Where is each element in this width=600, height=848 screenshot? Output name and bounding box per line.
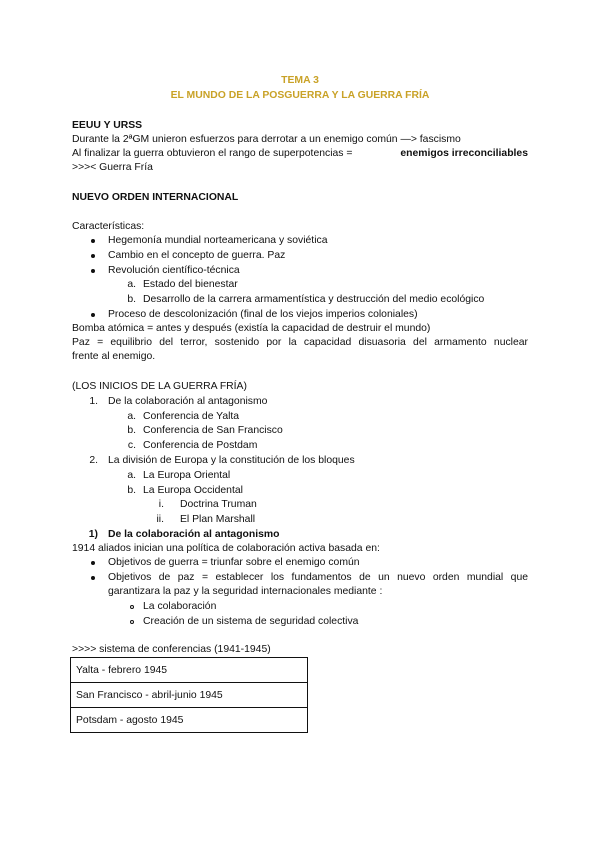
conferences-table: [70, 657, 308, 733]
table-row: [71, 708, 308, 733]
paragraph-line: Paz = equilibrio del terror, sostenido por la capacidad disuasoria del armamento nuclear: [72, 337, 528, 348]
list-marker: c.: [127, 440, 136, 451]
section-heading-nuevo-orden: NUEVO ORDEN INTERNACIONAL: [72, 192, 239, 203]
bullet-icon: [91, 239, 95, 243]
list-item: Estado del bienestar: [143, 279, 238, 290]
list-item: Conferencia de Postdam: [143, 440, 258, 451]
paragraph-line: [72, 147, 528, 160]
list-item: Desarrollo de la carrera armamentística y destrucción del medio ecológico: [143, 294, 485, 305]
list-item: La Europa Oriental: [143, 470, 231, 481]
paragraph-line: >>>< Guerra Fría: [72, 162, 153, 173]
list-item: Proceso de descolonización (final de los viejos imperios coloniales): [108, 309, 418, 320]
list-item-continuation: garantizara la paz y la seguridad internacionales mediante :: [108, 586, 383, 597]
paragraph-line: Bomba atómica = antes y después (existía la capacidad de destruir el mundo): [72, 323, 431, 334]
hollow-bullet-icon: [130, 620, 134, 624]
list-marker: b.: [127, 294, 136, 305]
section-heading-inicios: (LOS INICIOS DE LA GUERRA FRÍA): [72, 381, 247, 392]
paragraph-line: 1914 aliados inician una política de colaboración activa basada en:: [72, 543, 380, 554]
caracteristicas-label: Características:: [72, 221, 145, 232]
list-marker: b.: [127, 485, 136, 496]
list-marker: b.: [127, 425, 136, 436]
list-item: Revolución científico-técnica: [108, 265, 240, 276]
bullet-icon: [91, 254, 95, 258]
emphasis-text: enemigos irreconciliables: [400, 148, 528, 159]
topic-number: TEMA 3: [281, 75, 319, 86]
list-marker: a.: [127, 411, 136, 422]
bullet-icon: [91, 561, 95, 565]
list-marker: ii.: [156, 514, 164, 525]
table-row: [71, 658, 308, 683]
list-marker: a.: [127, 470, 136, 481]
list-item: Conferencia de Yalta: [143, 411, 240, 422]
page-title: EL MUNDO DE LA POSGUERRA Y LA GUERRA FRÍA: [170, 90, 430, 101]
list-item: Doctrina Truman: [180, 499, 257, 510]
conferences-heading: >>>> sistema de conferencias (1941-1945): [72, 644, 271, 655]
list-item: Conferencia de San Francisco: [143, 425, 283, 436]
list-item: La colaboración: [143, 601, 217, 612]
text-span: Al finalizar la guerra obtuvieron el rango de superpotencias =: [72, 148, 353, 159]
list-item: El Plan Marshall: [180, 514, 256, 525]
table-cell: Yalta - febrero 1945: [71, 658, 308, 683]
paragraph-line: Durante la 2ªGM unieron esfuerzos para derrotar a un enemigo común —> fascismo: [72, 134, 461, 145]
bullet-icon: [91, 576, 95, 580]
list-marker: i.: [158, 499, 164, 510]
list-item: Objetivos de paz = establecer los fundamentos de un nuevo orden mundial que: [108, 572, 528, 583]
list-marker: 1.: [89, 396, 98, 407]
list-item: La Europa Occidental: [143, 485, 243, 496]
table-cell: Potsdam - agosto 1945: [71, 708, 308, 733]
table-row: [71, 683, 308, 708]
hollow-bullet-icon: [130, 605, 134, 609]
list-item: Objetivos de guerra = triunfar sobre el enemigo común: [108, 557, 360, 568]
list-marker: 1): [88, 529, 98, 540]
list-item: Hegemonía mundial norteamericana y soviética: [108, 235, 328, 246]
subsection-heading: De la colaboración al antagonismo: [108, 529, 280, 540]
list-marker: 2.: [89, 455, 98, 466]
bullet-icon: [91, 269, 95, 273]
list-item: Creación de un sistema de seguridad colectiva: [143, 616, 359, 627]
list-marker: a.: [127, 279, 136, 290]
bullet-icon: [91, 313, 95, 317]
section-heading-eeuu-urss: EEUU Y URSS: [72, 120, 143, 131]
paragraph-line: frente al enemigo.: [72, 351, 156, 362]
list-item: La división de Europa y la constitución de los bloques: [108, 455, 355, 466]
list-item: Cambio en el concepto de guerra. Paz: [108, 250, 286, 261]
table-cell: San Francisco - abril-junio 1945: [71, 683, 308, 708]
list-item: De la colaboración al antagonismo: [108, 396, 268, 407]
